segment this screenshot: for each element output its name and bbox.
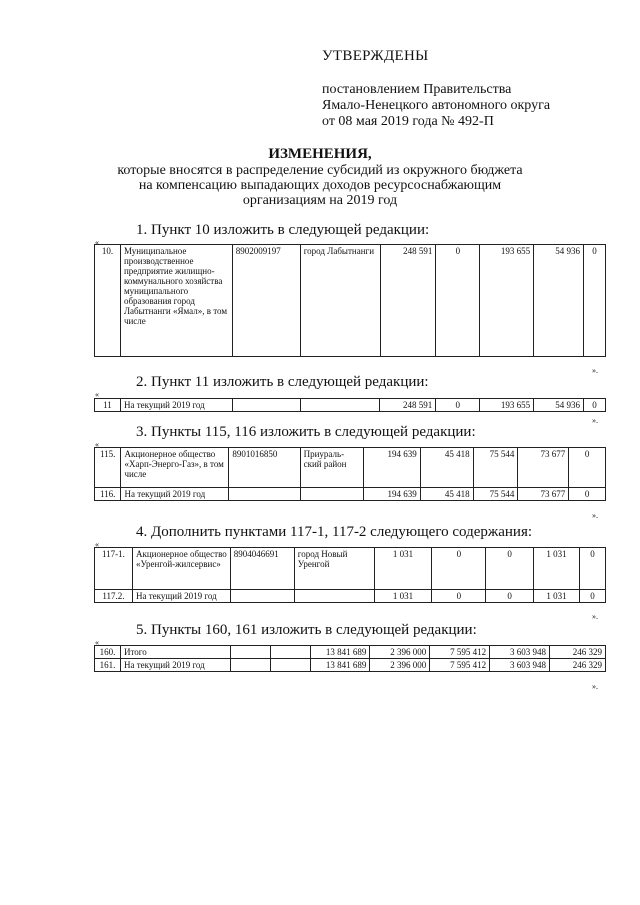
subtitle-line: организациям на 2019 год: [242, 193, 398, 208]
section-title: 4. Дополнить пунктами 117-1, 117-2 следующего содержания:: [136, 524, 533, 540]
row-number: 116.: [95, 488, 121, 501]
total-cell: 1 031: [374, 590, 432, 603]
approved-label: УТВЕРЖДЕНЫ: [322, 48, 429, 64]
value-cell: 45 418: [420, 488, 473, 501]
value-cell: 0: [579, 548, 605, 590]
organization-cell: Итого: [120, 646, 230, 659]
subtitle-line: которые вносятся в распределение субсидий из окружного бюджета: [117, 163, 523, 178]
organization-cell: Акционерное общество «Харп-Энерго-Газ», в том числе: [121, 448, 229, 488]
quote-close: ».: [592, 366, 598, 375]
inn-cell: [229, 488, 300, 501]
total-cell: 194 639: [363, 488, 420, 501]
table-row: [95, 245, 606, 357]
table-row: [95, 659, 606, 672]
value-cell: 54 936: [534, 399, 584, 412]
value-cell: 2 396 000: [370, 646, 430, 659]
inn-cell: [230, 646, 270, 659]
section-5-table: [94, 645, 606, 672]
territory-cell: город Лабытнанги: [300, 245, 380, 357]
total-cell: 13 841 689: [310, 646, 370, 659]
inn-cell: [230, 590, 294, 603]
value-cell: 0: [569, 488, 606, 501]
document-subtitle: [100, 163, 540, 208]
subtitle-line: на компенсацию выпадающих доходов ресурсоснабжающим: [138, 178, 502, 193]
quote-close: ».: [592, 511, 598, 520]
table-row: [95, 548, 606, 590]
decree-line: от 08 мая 2019 года № 492-П: [322, 114, 494, 129]
decree-line: постановлением Правительства: [322, 82, 512, 97]
value-cell: 193 655: [480, 245, 534, 357]
total-cell: 1 031: [374, 548, 432, 590]
quote-open: «: [95, 638, 99, 647]
row-number: 160.: [95, 646, 121, 659]
value-cell: 0: [486, 590, 534, 603]
quote-close: ».: [592, 416, 598, 425]
territory-cell: [300, 488, 363, 501]
value-cell: 73 677: [518, 448, 569, 488]
value-cell: 45 418: [420, 448, 473, 488]
value-cell: 0: [432, 548, 486, 590]
organization-cell: На текущий 2019 год: [121, 488, 229, 501]
table-row: [95, 399, 606, 412]
territory-cell: город Новый Уренгой: [294, 548, 374, 590]
value-cell: 54 936: [534, 245, 584, 357]
value-cell: 3 603 948: [490, 646, 550, 659]
value-cell: 1 031: [534, 548, 580, 590]
row-number: 117.2.: [95, 590, 133, 603]
section-2-table: [94, 398, 606, 412]
row-number: 117-1.: [95, 548, 133, 590]
table-row: [95, 448, 606, 488]
quote-open: «: [95, 440, 99, 449]
row-number: 11: [95, 399, 121, 412]
quote-close: ».: [592, 612, 598, 621]
value-cell: 0: [486, 548, 534, 590]
section-1-table: [94, 244, 606, 357]
organization-cell: На текущий 2019 год: [120, 399, 232, 412]
table-row: [95, 590, 606, 603]
section-3-table: [94, 447, 606, 501]
decree-line: Ямало-Ненецкого автономного округа: [322, 98, 551, 113]
inn-cell: 8902009197: [232, 245, 300, 357]
decree-block: [322, 82, 550, 130]
quote-open: «: [95, 390, 99, 399]
value-cell: 73 677: [518, 488, 569, 501]
section-title: 3. Пункты 115, 116 изложить в следующей редакции:: [136, 424, 476, 440]
table-row: [95, 646, 606, 659]
value-cell: 0: [579, 590, 605, 603]
inn-cell: 8904046691: [230, 548, 294, 590]
document-title: ИЗМЕНЕНИЯ,: [268, 146, 372, 162]
total-cell: 194 639: [363, 448, 420, 488]
inn-cell: 8901016850: [229, 448, 300, 488]
row-number: 161.: [95, 659, 121, 672]
territory-cell: [294, 590, 374, 603]
section-4-table: [94, 547, 606, 603]
value-cell: 246 329: [550, 646, 606, 659]
row-number: 115.: [95, 448, 121, 488]
value-cell: 246 329: [550, 659, 606, 672]
value-cell: 0: [432, 590, 486, 603]
value-cell: 2 396 000: [370, 659, 430, 672]
value-cell: 75 544: [473, 448, 518, 488]
territory-cell: Приураль-ский район: [300, 448, 363, 488]
total-cell: 13 841 689: [310, 659, 370, 672]
section-title: 5. Пункты 160, 161 изложить в следующей редакции:: [136, 622, 477, 638]
territory-cell: [270, 646, 310, 659]
value-cell: 3 603 948: [490, 659, 550, 672]
quote-close: ».: [592, 682, 598, 691]
inn-cell: [230, 659, 270, 672]
value-cell: 0: [569, 448, 606, 488]
section-title: 1. Пункт 10 изложить в следующей редакции:: [136, 222, 430, 238]
value-cell: 0: [436, 245, 480, 357]
value-cell: 7 595 412: [430, 646, 490, 659]
territory-cell: [300, 399, 380, 412]
total-cell: 248 591: [380, 399, 436, 412]
row-number: 10.: [95, 245, 121, 357]
value-cell: 0: [583, 245, 605, 357]
value-cell: 0: [583, 399, 605, 412]
value-cell: 7 595 412: [430, 659, 490, 672]
organization-cell: Акционерное общество «Уренгой-жилсервис»: [132, 548, 230, 590]
table-row: [95, 488, 606, 501]
quote-open: «: [95, 238, 99, 247]
value-cell: 75 544: [473, 488, 518, 501]
value-cell: 193 655: [480, 399, 534, 412]
inn-cell: [232, 399, 300, 412]
organization-cell: Муниципальное производственное предприятие жилищно-коммунального хозяйства муниципального образования город Лабытнанги «Ямал», в том числе: [120, 245, 232, 357]
total-cell: 248 591: [380, 245, 436, 357]
organization-cell: На текущий 2019 год: [132, 590, 230, 603]
value-cell: 0: [436, 399, 480, 412]
organization-cell: На текущий 2019 год: [120, 659, 230, 672]
section-title: 2. Пункт 11 изложить в следующей редакции:: [136, 374, 429, 390]
quote-open: «: [95, 540, 99, 549]
value-cell: 1 031: [534, 590, 580, 603]
territory-cell: [270, 659, 310, 672]
